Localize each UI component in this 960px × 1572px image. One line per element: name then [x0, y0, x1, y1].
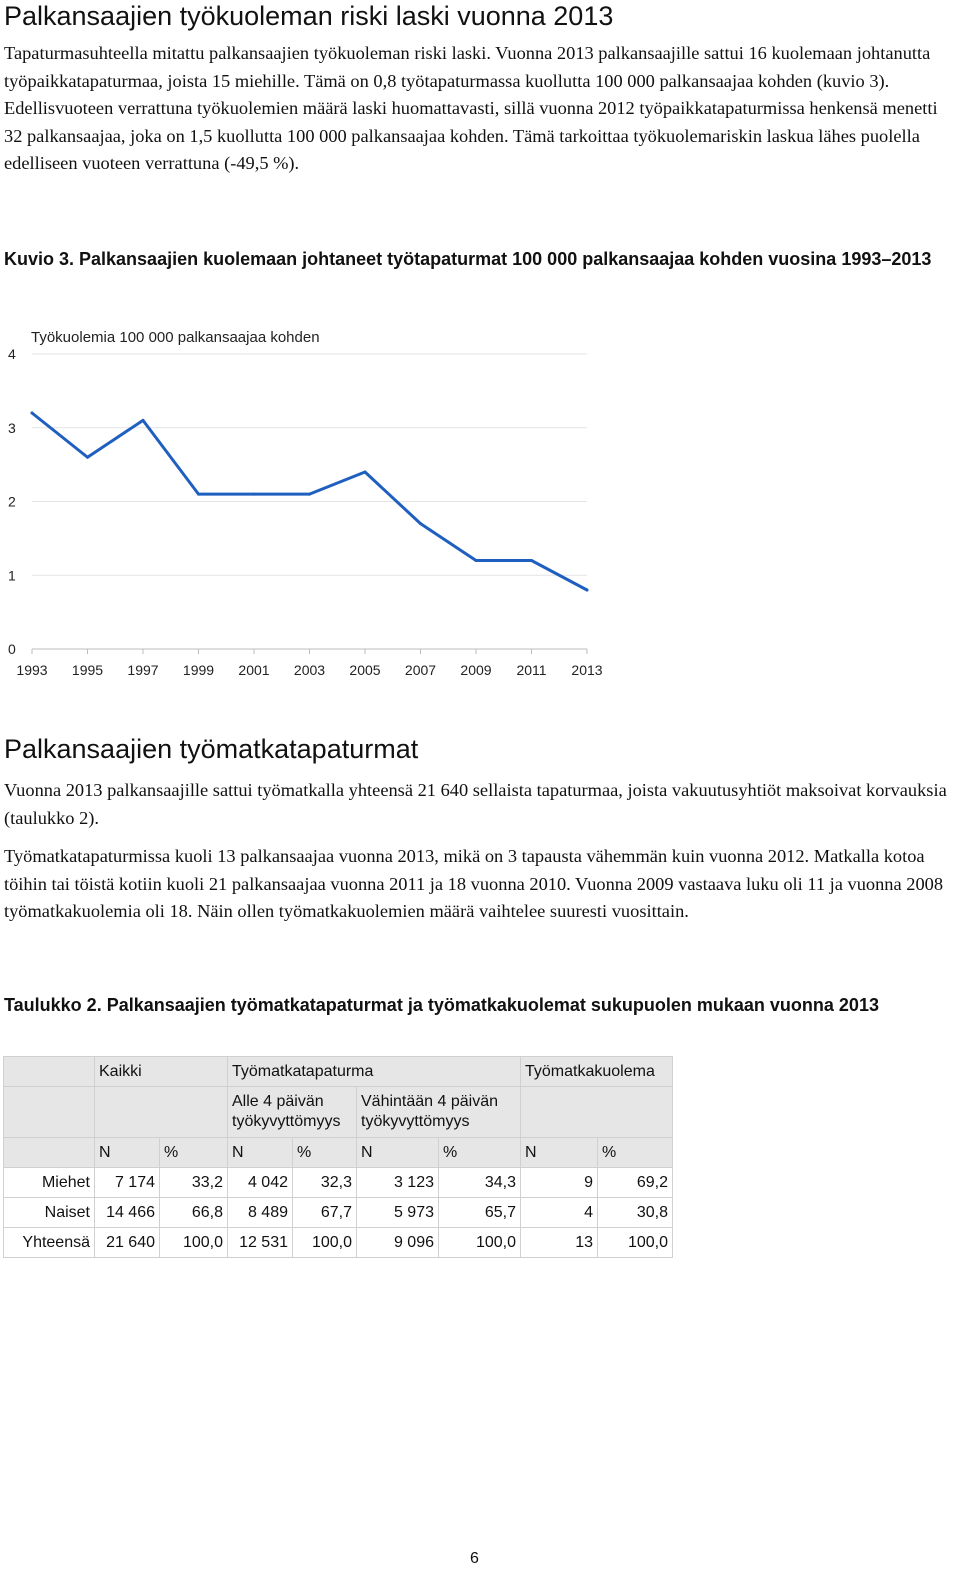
unit-cell: %: [598, 1138, 673, 1168]
data-point: [86, 456, 89, 459]
header-tyomatkatapaturma: Työmatkatapaturma: [228, 1057, 521, 1087]
table-row: [4, 1228, 673, 1258]
table-cell: 66,8: [160, 1198, 228, 1228]
table-cell: 8 489: [228, 1198, 293, 1228]
y-axis-ticks: [8, 346, 16, 657]
x-tick-label: 2013: [571, 662, 603, 678]
table-cell: 14 466: [95, 1198, 160, 1228]
x-tick-label: 1993: [16, 662, 48, 678]
y-tick-label: 2: [8, 493, 16, 510]
line-chart: [0, 318, 640, 688]
table-cell: 34,3: [439, 1168, 521, 1198]
table-cell: 13: [521, 1228, 598, 1258]
table-cell: 30,8: [598, 1198, 673, 1228]
data-point: [31, 412, 34, 415]
data-point: [475, 559, 478, 562]
row-label: Naiset: [4, 1198, 95, 1228]
x-tick-label: 1995: [71, 662, 104, 678]
chart-grid: [32, 354, 587, 649]
y-tick-label: 4: [8, 346, 16, 362]
header-kaikki: Kaikki: [95, 1057, 228, 1087]
data-point: [197, 493, 200, 496]
x-axis-ticks: [16, 649, 602, 678]
header-empty-cell: [521, 1087, 673, 1138]
section-heading: Palkansaajien työkuoleman riski laski vuonna 2013: [4, 1, 614, 31]
table-cell: 33,2: [160, 1168, 228, 1198]
x-tick-label: 2007: [404, 662, 437, 678]
row-label: Yhteensä: [4, 1228, 95, 1258]
table-header-row: [4, 1057, 673, 1087]
intro-paragraph: Tapaturmasuhteella mitattu palkansaajien työkuoleman riski laski. Vuonna 2013 palkansaajille sattui 16 kuolemaan johtanutta työpaikkatapaturmaa, joista 15 miehille. Tämä on 0,8 työtapaturmassa kuollutta 100 000 palkansaajaa kohden (kuvio 3). Edellisvuoteen verrattuna työkuolemien määrä laski huomattavasti, sillä vuonna 2012 työpaikkatapaturmissa henkensä menetti 32 palkansaajaa, joka on 1,5 kuollutta 100 000 palkansaajaa kohden. Tämä tarkoittaa työkuolemariskin laskua lähes puolella edelliseen vuoteen verrattuna (-49,5 %).: [4, 43, 938, 174]
table-cell: 9 096: [357, 1228, 439, 1258]
header-tyomatkakuolema: Työmatkakuolema: [521, 1057, 673, 1087]
x-tick-label: 2005: [349, 662, 381, 678]
table-cell: 32,3: [293, 1168, 357, 1198]
data-point: [586, 589, 589, 592]
row-label: Miehet: [4, 1168, 95, 1198]
header-empty-cell: [4, 1087, 95, 1138]
x-tick-label: 2009: [460, 662, 492, 678]
table-row: [4, 1198, 673, 1228]
y-tick-label: 1: [8, 567, 16, 584]
data-point: [142, 419, 145, 422]
unit-cell: N: [357, 1138, 439, 1168]
table-subheader-row: [4, 1087, 673, 1138]
table-row: [4, 1168, 673, 1198]
table-unit-row: [4, 1138, 673, 1168]
data-point: [253, 493, 256, 496]
x-tick-label: 2011: [516, 662, 547, 678]
y-tick-label: 3: [8, 419, 16, 436]
data-point: [308, 493, 311, 496]
chart-title: Työkuolemia 100 000 palkansaajaa kohden: [31, 329, 320, 346]
table-cell: 69,2: [598, 1168, 673, 1198]
x-tick-label: 2003: [293, 662, 326, 678]
x-tick-label: 1999: [182, 662, 215, 678]
table-cell: 100,0: [598, 1228, 673, 1258]
header-empty-cell: [4, 1057, 95, 1087]
unit-cell: %: [439, 1138, 521, 1168]
unit-cell: N: [95, 1138, 160, 1168]
data-point: [530, 559, 533, 562]
table-cell: 100,0: [293, 1228, 357, 1258]
x-tick-label: 2001: [238, 662, 270, 678]
table-caption: Taulukko 2. Palkansaajien työmatkatapaturmat ja työmatkakuolemat sukupuolen mukaan vuonna 2013: [4, 995, 879, 1015]
unit-cell: %: [160, 1138, 228, 1168]
page-number: 6: [470, 1550, 479, 1567]
data-table: [3, 1056, 673, 1258]
header-empty-cell: [4, 1138, 95, 1168]
table-cell: 65,7: [439, 1198, 521, 1228]
table-cell: 100,0: [439, 1228, 521, 1258]
table-cell: 5 973: [357, 1198, 439, 1228]
unit-cell: N: [521, 1138, 598, 1168]
table-cell: 4 042: [228, 1168, 293, 1198]
table-cell: 67,7: [293, 1198, 357, 1228]
header-alle-4: Alle 4 päivän työkyvyttömyys: [228, 1087, 357, 1138]
table-cell: 21 640: [95, 1228, 160, 1258]
table-cell: 9: [521, 1168, 598, 1198]
y-tick-label: 0: [8, 641, 16, 657]
table-cell: 3 123: [357, 1168, 439, 1198]
paragraph-commute-total: Vuonna 2013 palkansaajille sattui työmatkalla yhteensä 21 640 sellaista tapaturmaa, joista vakuutusyhtiöt maksoivat korvauksia (taulukko 2).: [4, 780, 947, 828]
paragraph-commute-deaths: Työmatkatapaturmissa kuoli 13 palkansaajaa vuonna 2013, mikä on 3 tapausta vähemmän kuin vuonna 2012. Matkalla kotoa töihin tai töistä kotiin kuoli 21 palkansaajaa vuonna 2011 ja 18 vuonna 2010. Vuonna 2009 vastaava luku oli 11 ja vuonna 2008 työmatkakuolemia oli 18. Näin ollen työmatkakuolemien määrä vaihtelee suuresti vuosittain.: [4, 846, 944, 922]
x-tick-label: 1997: [127, 662, 159, 678]
data-point: [364, 471, 367, 474]
table-cell: 4: [521, 1198, 598, 1228]
header-empty-cell: [95, 1087, 228, 1138]
table-cell: 7 174: [95, 1168, 160, 1198]
table-cell: 12 531: [228, 1228, 293, 1258]
unit-cell: %: [293, 1138, 357, 1168]
section-heading-2: Palkansaajien työmatkatapaturmat: [4, 734, 419, 764]
unit-cell: N: [228, 1138, 293, 1168]
header-vahintaan-4: Vähintään 4 päivän työkyvyttömyys: [357, 1087, 521, 1138]
data-point: [419, 522, 422, 525]
figure-caption: Kuvio 3. Palkansaajien kuolemaan johtaneet työtapaturmat 100 000 palkansaajaa kohden vuosina 1993–2013: [4, 249, 932, 269]
table-cell: 100,0: [160, 1228, 228, 1258]
